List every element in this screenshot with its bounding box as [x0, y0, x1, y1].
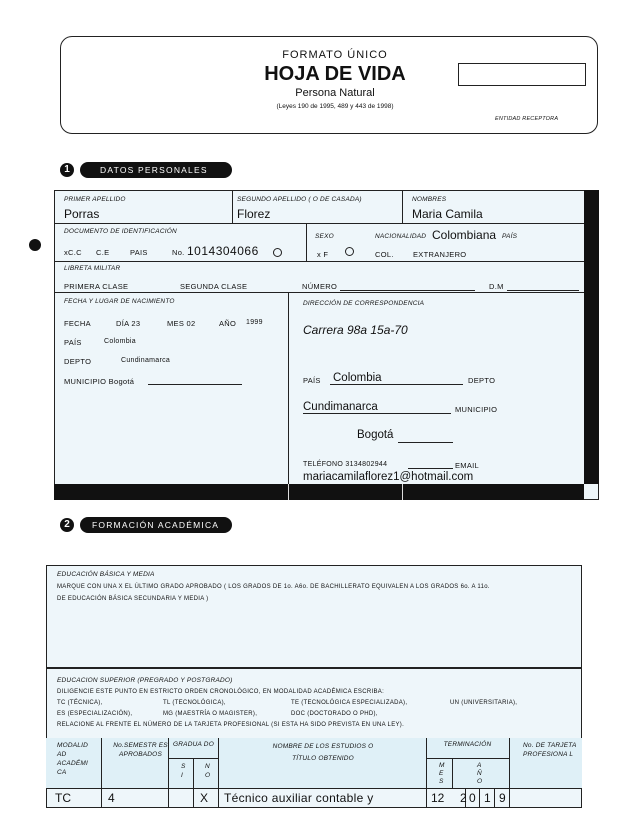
- section-number-1: 1: [60, 163, 74, 177]
- superior-te: TE (TECNOLÓGICA ESPECIALIZADA),: [291, 700, 408, 706]
- row-semestres[interactable]: 4: [108, 791, 115, 805]
- segundo-apellido-label: SEGUNDO APELLIDO ( O DE CASADA): [237, 196, 362, 203]
- superior-line-4: RELACIONE AL FRENTE EL NÚMERO DE LA TARJETA PROFESIONAL (SI ESTA HA SIDO PREVISTA EN UNA LEY).: [57, 722, 405, 728]
- primer-apellido-label: PRIMER APELLIDO: [64, 196, 126, 203]
- col-modalidad: MODALID AD ACADÉMI CA: [57, 742, 89, 776]
- col-no: N O: [205, 763, 211, 779]
- documento-label: DOCUMENTO DE IDENTIFICACIÓN: [64, 228, 177, 235]
- nacionalidad-field[interactable]: Colombiana: [432, 228, 497, 242]
- row-anio-digit-4[interactable]: 9: [499, 791, 506, 805]
- superior-line-1: DILIGENCIE ESTE PUNTO EN ESTRICTO ORDEN CRONOLÓGICO, EN MODALIDAD ACADÉMICA ESCRIBA:: [57, 689, 385, 695]
- col-graduado: GRADUA DO: [173, 741, 214, 748]
- municipio-nac-field[interactable]: MUNICIPIO Bogotá: [64, 377, 135, 386]
- superior-doc: DOC (DOCTORADO O PHD),: [291, 711, 378, 717]
- col-anio: A Ñ O: [477, 762, 483, 785]
- col-nombre: NOMBRE DE LOS ESTUDIOS O TÍTULO OBTENIDO: [272, 743, 374, 762]
- row-anio-digit-1[interactable]: 2: [460, 791, 467, 805]
- anio-field[interactable]: 1999: [246, 319, 263, 326]
- direccion-field[interactable]: Carrera 98a 15a-70: [303, 323, 408, 337]
- municipio-corr-field[interactable]: Bogotá: [357, 429, 394, 441]
- bottom-black-bar: [54, 484, 584, 500]
- row-anio-cells: [452, 788, 509, 808]
- formato-label: FORMATO ÚNICO: [282, 49, 388, 61]
- basica-title: EDUCACIÓN BÁSICA Y MEDIA: [57, 571, 155, 578]
- pais-label: PAÍS: [502, 233, 518, 240]
- depto-nac-field[interactable]: Cundinamarca: [121, 357, 171, 364]
- nombres-field[interactable]: Maria Camila: [412, 207, 483, 221]
- superior-tl: TL (TECNOLÓGICA),: [163, 700, 226, 706]
- entidad-label: ENTIDAD RECEPTORA: [495, 116, 559, 122]
- basica-text-1: MARQUE CON UNA X EL ÚLTIMO GRADO APROBADO ( LOS GRADOS DE 1o. A6o. DE BACHILLERATO EQUIVALEN A LOS GRADOS 6o. A 11o.: [57, 584, 490, 590]
- doc-numero-field[interactable]: 1014304066: [187, 244, 259, 258]
- col-tarjeta: No. DE TARJETA PROFESIONA L: [523, 742, 577, 758]
- nombres-label: NOMBRES: [412, 196, 447, 203]
- col-si: S I: [181, 763, 186, 779]
- libreta-label: LIBRETA MILITAR: [64, 265, 121, 272]
- educacion-basica-box: [46, 565, 582, 668]
- right-black-bar: [584, 190, 599, 484]
- sexo-label: SEXO: [315, 233, 334, 240]
- sexo-f-option[interactable]: x F: [317, 250, 329, 259]
- section-number-2: 2: [60, 518, 74, 532]
- doc-no-label: No.: [172, 248, 185, 257]
- depto-nac-label: DEPTO: [64, 357, 92, 366]
- email-label: EMAIL: [455, 461, 480, 470]
- superior-es: ES (ESPECIALIZACIÓN),: [57, 711, 133, 717]
- telefono-field[interactable]: TELÉFONO 3134802944: [303, 461, 388, 468]
- col-mes: M E S: [439, 762, 445, 785]
- numero-field[interactable]: [340, 290, 475, 291]
- depto-corr-label: DEPTO: [468, 376, 496, 385]
- col-terminacion: TERMINACIÓN: [443, 741, 492, 748]
- depto-corr-field[interactable]: Cundimanarca: [303, 401, 378, 413]
- numero-label: NÚMERO: [302, 282, 338, 291]
- superior-mg: MG (MAESTRÍA O MAGISTER),: [163, 711, 258, 717]
- page-title: HOJA DE VIDA: [264, 63, 406, 85]
- dm-label: D.M: [489, 282, 504, 291]
- superior-title: EDUCACION SUPERIOR (PREGRADO Y POSTGRADO): [57, 677, 233, 684]
- superior-tc: TC (TÉCNICA),: [57, 700, 103, 706]
- leyes-label: (Leyes 190 de 1995, 489 y 443 de 1998): [276, 103, 394, 110]
- pais-nac-label: PAÍS: [64, 338, 82, 347]
- row-nombre[interactable]: Técnico auxiliar contable y: [224, 791, 374, 805]
- subtitle: Persona Natural: [295, 87, 375, 99]
- col-option[interactable]: COL.: [375, 250, 394, 259]
- row-mes[interactable]: 12: [431, 791, 445, 805]
- fecha-label: FECHA: [64, 319, 91, 328]
- primer-apellido-field[interactable]: Porras: [64, 207, 100, 221]
- doc-ce-option[interactable]: C.E: [96, 248, 110, 257]
- col-semestres: No.SEMESTR ES APROBADOS: [113, 742, 168, 758]
- pais-corr-label: PAÍS: [303, 376, 321, 385]
- row-anio-digit-2[interactable]: 0: [469, 791, 476, 805]
- extranjero-option[interactable]: EXTRANJERO: [413, 250, 467, 259]
- section-title-2: FORMACIÓN ACADÉMICA: [80, 517, 232, 533]
- pais-nac-field[interactable]: Colombia: [104, 338, 136, 345]
- doc-cc-option[interactable]: xC.C: [64, 248, 82, 257]
- sexo-m-radio[interactable]: [345, 247, 354, 256]
- municipio-corr-label: MUNICIPIO: [455, 405, 498, 414]
- anio-label: AÑO: [219, 319, 237, 328]
- row-no[interactable]: X: [200, 791, 209, 805]
- entidad-box[interactable]: [458, 63, 586, 86]
- segunda-clase-option[interactable]: SEGUNDA CLASE: [180, 282, 248, 291]
- nacimiento-label: FECHA Y LUGAR DE NACIMIENTO: [64, 298, 175, 305]
- mes-field[interactable]: MES 02: [167, 319, 196, 328]
- doc-pais-option[interactable]: PAIS: [130, 248, 148, 257]
- dm-field[interactable]: [507, 290, 579, 291]
- segundo-apellido-field[interactable]: Florez: [237, 207, 271, 221]
- row-anio-digit-3[interactable]: 1: [484, 791, 491, 805]
- basica-text-2: DE EDUCACIÓN BÁSICA SECUNDARIA Y MEDIA ): [57, 596, 209, 602]
- email-field[interactable]: mariacamilaflorez1@hotmail.com: [303, 471, 474, 483]
- nacionalidad-label: NACIONALIDAD: [375, 233, 427, 240]
- pais-corr-field[interactable]: Colombia: [333, 372, 382, 384]
- correspondencia-label: DIRECCIÓN DE CORRESPONDENCIA: [303, 300, 425, 307]
- dia-field[interactable]: DÍA 23: [116, 319, 141, 328]
- section-title-1: DATOS PERSONALES: [80, 162, 232, 178]
- bullet-dot: [29, 239, 41, 251]
- doc-radio[interactable]: [273, 248, 282, 257]
- superior-un: UN (UNIVERSITARIA),: [450, 700, 518, 706]
- row-modalidad[interactable]: TC: [55, 791, 71, 805]
- primera-clase-option[interactable]: PRIMERA CLASE: [64, 282, 129, 291]
